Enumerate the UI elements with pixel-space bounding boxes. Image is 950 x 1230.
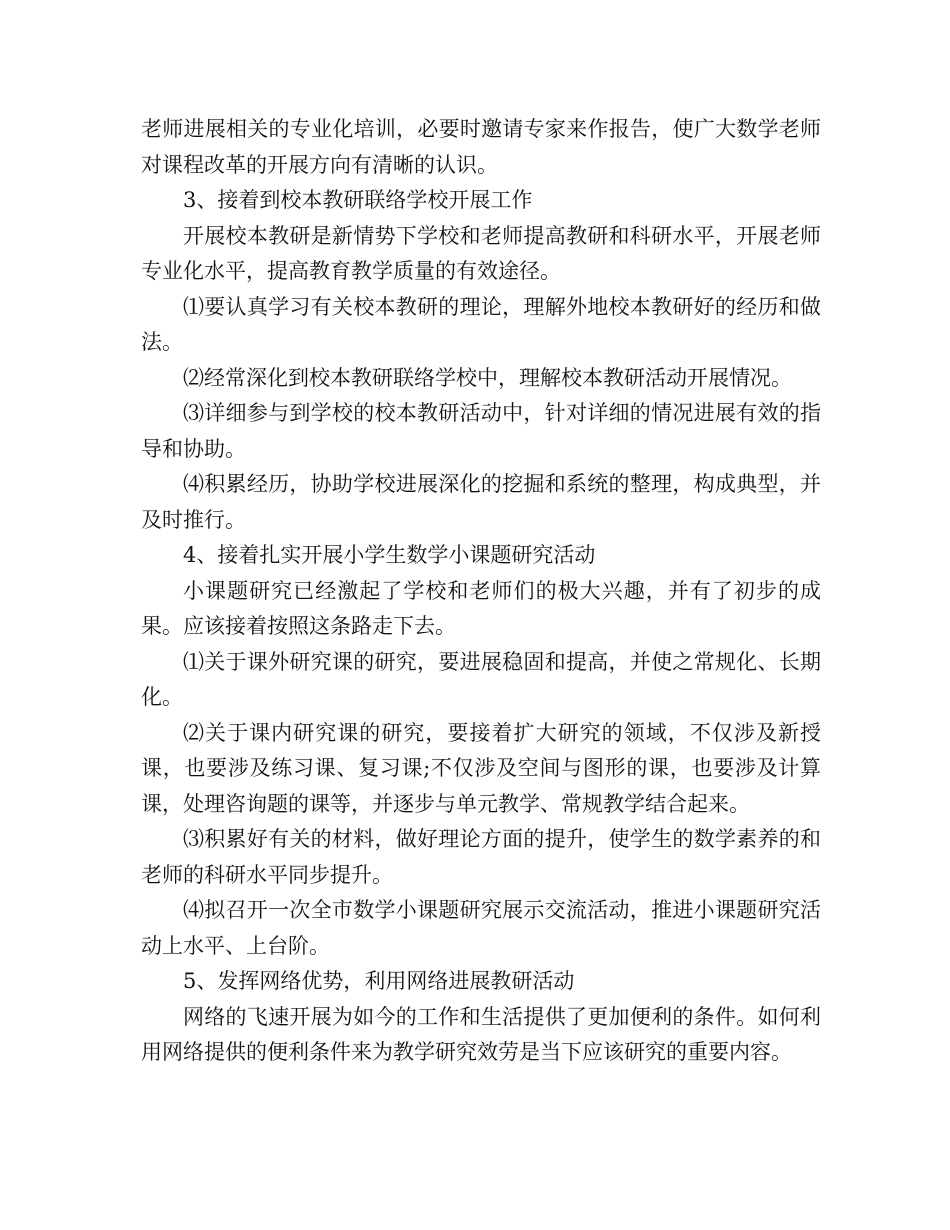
section-heading-4: 4、接着扎实开展小学生数学小课题研究活动 (183, 543, 596, 567)
list-item-3-4: ⑷积累经历，协助学校进展深化的挖掘和系统的整理，构成典型，并及时推行。 (141, 472, 821, 532)
section-heading-5: 5、发挥网络优势，利用网络进展教研活动 (183, 969, 575, 993)
paragraph-1: 老师进展相关的专业化培训，必要时邀请专家来作报告，使广大数学老师对课程改革的开展方向有清晰的认识。 (141, 117, 821, 177)
list-item-3-1: ⑴要认真学习有关校本教研的理论，理解外地校本教研好的经历和做法。 (141, 294, 821, 354)
list-item-4-4: ⑷拟召开一次全市数学小课题研究展示交流活动，推进小课题研究活动上水平、上台阶。 (141, 898, 821, 958)
section-heading-3: 3、接着到校本教研联络学校开展工作 (183, 188, 533, 212)
list-item-3-2: ⑵经常深化到校本教研联络学校中，理解校本教研活动开展情况。 (183, 365, 792, 390)
list-item-4-2: ⑵关于课内研究课的研究，要接着扩大研究的领域，不仅涉及新授课，也要涉及练习课、复习课;不仅涉及空间与图形的课，也要涉及计算课，处理咨询题的课等，并逐步与单元教学、常规教学结合起来。 (141, 720, 821, 816)
paragraph-5: 网络的飞速开展为如今的工作和生活提供了更加便利的条件。如何利用网络提供的便利条件来为教学研究效劳是当下应该研究的重要内容。 (141, 1004, 821, 1064)
list-item-3-3: ⑶详细参与到学校的校本教研活动中，针对详细的情况进展有效的指导和协助。 (141, 401, 821, 461)
paragraph-4: 小课题研究已经激起了学校和老师们的极大兴趣，并有了初步的成果。应该接着按照这条路走下去。 (141, 578, 821, 638)
paragraph-3: 开展校本教研是新情势下学校和老师提高教研和科研水平，开展老师专业化水平，提高教育教学质量的有效途径。 (141, 223, 821, 283)
document-body (141, 112, 821, 1071)
list-item-4-3: ⑶积累好有关的材料，做好理论方面的提升，使学生的数学素养的和老师的科研水平同步提升。 (141, 827, 821, 887)
list-item-4-1: ⑴关于课外研究课的研究，要进展稳固和提高，并使之常规化、长期化。 (141, 649, 821, 709)
